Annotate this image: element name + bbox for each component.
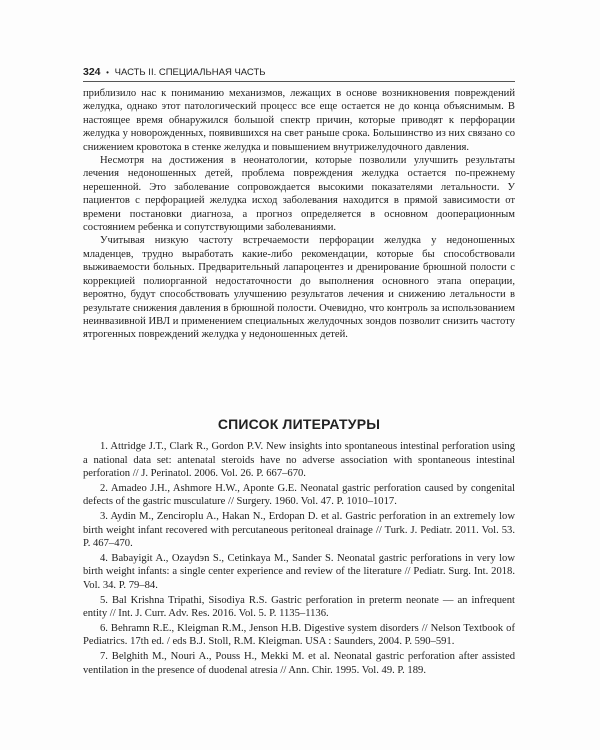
header-separator: • <box>106 68 109 77</box>
reference-item: 1. Attridge J.T., Clark R., Gordon P.V. New insights into spontaneous intestinal perforation using a national data set: antenatal steroids have no adverse association with spontaneous intestinal perforation // J. Perinatol. 2006. Vol. 26. P. 667–670. <box>83 441 515 480</box>
reference-item: 5. Bal Krishna Tripathi, Sisodiya R.S. Gastric perforation in preterm neonate — an infrequent entity // Int. J. Curr. Adv. Res. 2016. Vol. 5. P. 1135–1136. <box>83 594 515 620</box>
running-header <box>83 66 515 80</box>
reference-item: 6. Behramn R.E., Kleigman R.M., Jenson H.B. Digestive system disorders // Nelson Textbook of Pediatrics. 17th ed. / eds B.J. Stoll, R.M. Kleigman. USA : Saunders, 2004. P. 590–591. <box>83 622 515 648</box>
part-title: ЧАСТЬ II. СПЕЦИАЛЬНАЯ ЧАСТЬ <box>114 67 266 78</box>
references-list <box>83 440 515 678</box>
paragraph-1: приблизило нас к пониманию механизмов, лежащих в основе возникновения повреждений желудка, однако этот патологический процесс все еще остается не до конца объяснимым. В настоящее время обнаружился большой спектр причин, которые приводят к перфорации желудка у новорожденных, появившихся на свет раньше срока. Большинство из них связано со снижением кровотока в стенке желудка и повышением внутрижелудочного давления. <box>83 88 515 153</box>
reference-item: 4. Babayigit A., Ozaydэn S., Cetinkaya M., Sander S. Neonatal gastric perforations in very low birth weight infants: a single center experience and review of the literature // Pediatr. Surg. Int. 2018. Vol. 34. P. 79–84. <box>83 552 515 591</box>
body-text <box>83 87 515 342</box>
page-number: 324 <box>83 66 101 78</box>
header-rule <box>83 81 515 82</box>
reference-item: 2. Amadeo J.H., Ashmore H.W., Aponte G.E. Neonatal gastric perforation caused by congenital defects of the gastric musculature // Surgery. 1960. Vol. 47. P. 1010–1017. <box>83 482 515 508</box>
paragraph-3: Учитывая низкую частоту встречаемости перфорации желудка у недоношенных младенцев, трудно выработать какие-либо рекомендации, которые бы способствовали выживаемости больных. Предварительный лапароцентез и дренирование брюшной полости с коррекцией полиорганной недостаточности до выполнения основного этапа операции, вероятно, будут способствовать улучшению результатов лечения и снижению летальности в результате снижения давления в брюшной полости. Очевидно, что контроль за использованием неинвазивной ИВЛ и применением специальных желудочных зондов позволит снизить частоту ятрогенных повреждений желудка у недоношенных детей. <box>83 235 515 341</box>
reference-item: 7. Belghith M., Nouri A., Pouss H., Mekki M. et al. Neonatal gastric perforation after assisted ventilation in the presence of duodenal atresia // Ann. Chir. 1995. Vol. 49. P. 189. <box>83 650 515 676</box>
references-title: СПИСОК ЛИТЕРАТУРЫ <box>217 416 381 432</box>
paragraph-2: Несмотря на достижения в неонатологии, которые позволили улучшить результаты лечения недоношенных детей, проблема повреждения желудка остается по-прежнему нерешенной. Это заболевание сопровождается высокими показателями летальности. У пациентов с перфорацией желудка исход заболевания находится в прямой зависимости от времени постановки диагноза, а прогноз определяется в основном дооперационным состоянием ребенка и сопутствующими заболеваниями. <box>83 155 515 234</box>
reference-item: 3. Aydin M., Zenciroplu A., Hakan N., Erdopan D. et al. Gastric perforation in an extremely low birth weight infant recovered with percutaneous peritoneal drainage // Turk. J. Pediatr. 2011. Vol. 53. P. 467–470. <box>83 510 515 550</box>
